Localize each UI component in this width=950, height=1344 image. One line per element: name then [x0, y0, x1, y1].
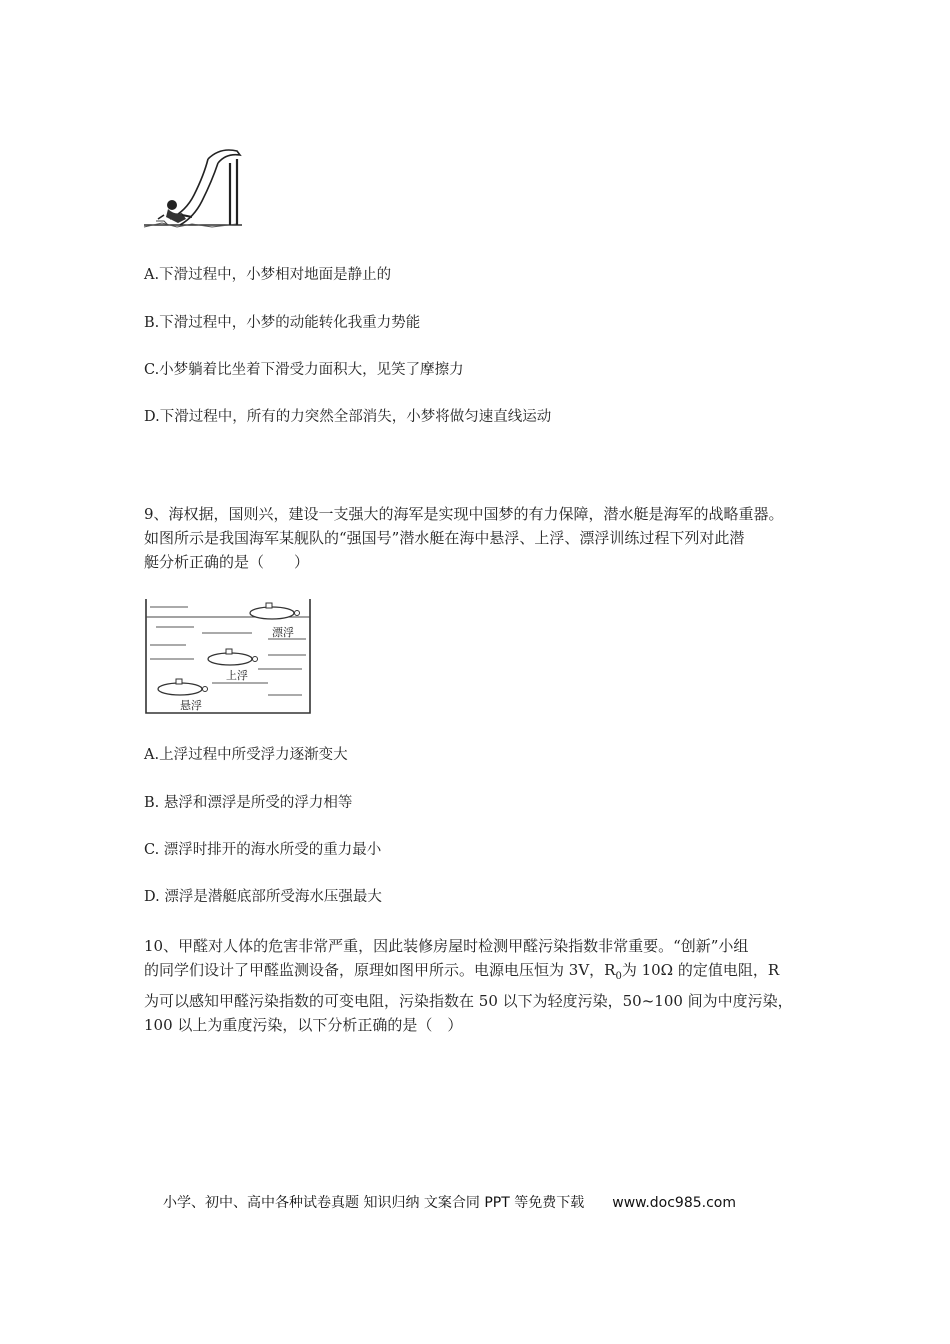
- label-float: 漂浮: [272, 626, 294, 639]
- q9-option-c: C. 漂浮时排开的海水所受的重力最小: [144, 842, 382, 858]
- q8-option-c: C.小梦躺着比坐着下滑受力面积大，见笑了摩擦力: [144, 362, 464, 378]
- q10-line-1: 10、甲醛对人体的危害非常严重，因此装修房屋时检测甲醛污染指数非常重要。“创新”小组: [144, 937, 749, 955]
- q9-option-d: D. 漂浮是潜艇底部所受海水压强最大: [144, 889, 382, 905]
- footer-site[interactable]: www.doc985.com: [612, 1195, 736, 1211]
- submarine-figure: [142, 597, 314, 717]
- footer-text: 小学、初中、高中各种试卷真题 知识归纳 文案合同 PPT 等免费下载: [163, 1195, 585, 1211]
- label-suspend: 悬浮: [180, 699, 202, 712]
- q10-line-2-sub: 0: [615, 971, 622, 982]
- q10-line-2-pre: 的同学们设计了甲醛监测设备，原理如图甲所示。电源电压恒为 3V，R: [144, 961, 616, 979]
- label-rise: 上浮: [226, 669, 248, 682]
- q9-option-b: B. 悬浮和漂浮是所受的浮力相等: [144, 795, 353, 811]
- q9-stem: [144, 502, 824, 574]
- q8-option-d: D.下滑过程中，所有的力突然全部消失，小梦将做匀速直线运动: [144, 409, 552, 425]
- q9-stem-line-1: 9、海权据，国则兴，建设一支强大的海军是实现中国梦的有力保障，潜水艇是海军的战略重器。: [144, 505, 784, 523]
- q9-stem-line-2: 如图所示是我国海军某舰队的“强国号”潜水艇在海中悬浮、上浮、漂浮训练过程下列对此潜: [144, 529, 745, 547]
- q9-stem-line-3: 艇分析正确的是（ ）: [144, 553, 310, 571]
- q10-line-3: 为可以感知甲醛污染指数的可变电阻，污染指数在 50 以下为轻度污染，50~100 间为中度污染，: [144, 992, 793, 1010]
- q8-option-a: A.下滑过程中，小梦相对地面是静止的: [144, 267, 392, 283]
- q10-line-2: [144, 958, 824, 989]
- q10-line-4: 100 以上为重度污染，以下分析正确的是（ ）: [144, 1016, 463, 1034]
- slide-figure: [142, 145, 244, 231]
- q10-stem: [144, 934, 824, 1037]
- page-footer: [163, 1192, 736, 1212]
- q8-option-b: B.下滑过程中，小梦的动能转化我重力势能: [144, 315, 421, 331]
- q9-option-a: A.上浮过程中所受浮力逐渐变大: [144, 747, 348, 763]
- q10-line-2-post: 为 10Ω 的定值电阻，R: [621, 961, 780, 979]
